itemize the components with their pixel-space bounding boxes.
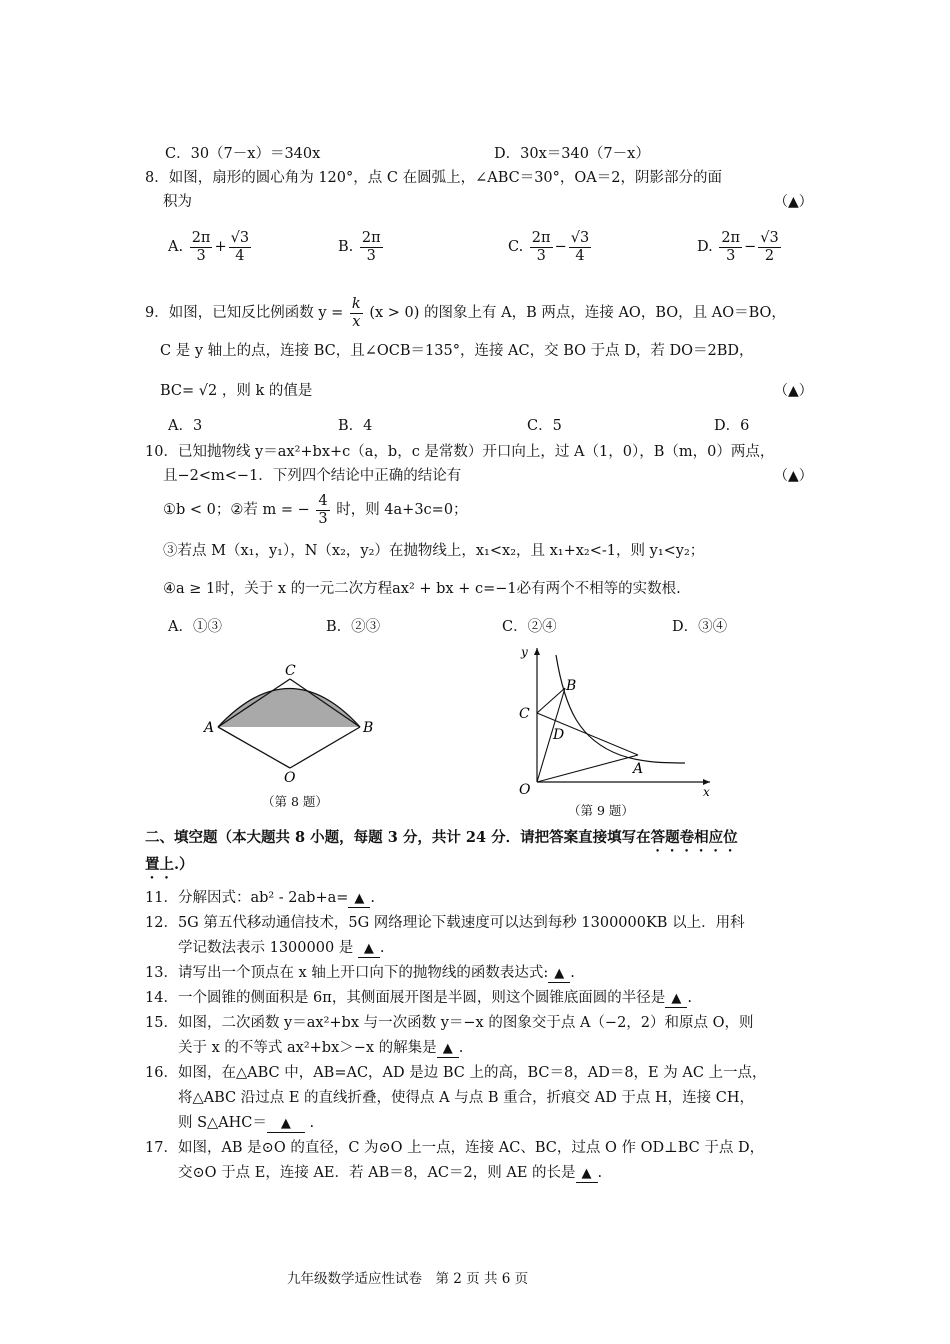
hyperbola-curve	[556, 655, 685, 763]
q9-stem-line2: C 是 y 轴上的点，连接 BC，且∠OCB＝135°，连接 AC，交 BO 于点 D，若 DO＝2BD，	[160, 343, 754, 359]
q9-option-c: C．5	[527, 418, 562, 434]
label-c: C	[285, 663, 296, 679]
q7-option-c: C．30（7－x）＝340x	[165, 146, 321, 162]
segment-bo	[290, 727, 360, 768]
label-a: A	[633, 761, 644, 777]
page-footer: 九年级数学适应性试卷 第 2 页 共 6 页	[287, 1271, 529, 1287]
label-x: x	[703, 785, 710, 799]
q8-option-d: D. $\frac{2\pi}{3}$ − $\frac{√3}{2}$	[697, 230, 779, 264]
q10-option-d: D．③④	[672, 619, 728, 635]
q15-line2: 关于 x 的不等式 ax²+bx＞−x 的解集是 ▲ .	[178, 1040, 464, 1056]
label-d: D	[553, 727, 565, 743]
q11-blank[interactable]: ▲	[348, 891, 370, 908]
label-y: y	[521, 645, 528, 659]
label-o: O	[519, 782, 531, 798]
q10-option-c: C．②④	[502, 619, 557, 635]
q10-option-a: A．①③	[168, 619, 222, 635]
section2-title-line1: 二、填空题（本大题共 8 小题，每题 3 分，共计 24 分．请把答案直接填写在答题卷相应位	[145, 829, 738, 846]
label-b: B	[363, 720, 374, 736]
label-o: O	[284, 770, 296, 786]
label-b: B	[566, 678, 577, 694]
q10-answer-mark: （▲）	[774, 468, 813, 484]
q12-blank[interactable]: ▲	[358, 941, 380, 958]
section2-title-line2: 置上.）	[145, 856, 194, 873]
segment-oa	[537, 755, 638, 782]
figure-9	[510, 640, 720, 800]
q9-answer-mark: （▲）	[774, 383, 813, 399]
q7-option-d: D．30x＝340（7－x）	[494, 146, 650, 162]
segment-ao	[218, 727, 290, 768]
q13-blank[interactable]: ▲	[548, 966, 570, 983]
q10-conclusion-3: ③若点 M（x₁，y₁），N（x₂，y₂）在抛物线上，x₁<x₂，且 x₁+x₂<-1，则 y₁<y₂；	[163, 543, 705, 559]
q15-blank[interactable]: ▲	[437, 1041, 459, 1058]
q14-blank[interactable]: ▲	[665, 991, 687, 1008]
q13: 13．请写出一个顶点在 x 轴上开口向下的抛物线的函数表达式: ▲ .	[145, 965, 575, 981]
q16-blank[interactable]: ▲	[267, 1116, 305, 1133]
q8-stem-line1: 8．如图，扇形的圆心角为 120°，点 C 在圆弧上，∠ABC＝30°，OA＝2，阴影部分的面	[145, 170, 722, 186]
q8-option-a: A. $\frac{2\pi}{3}$ + $\frac{√3}{4}$	[168, 230, 250, 264]
figure-9-caption: （第 9 题）	[568, 803, 634, 818]
q10-stem-line1: 10．已知抛物线 y＝ax²+bx+c（a，b，c 是常数）开口向上，过 A（1，0），B（m，0）两点，	[145, 444, 775, 460]
q17-line1: 17．如图，AB 是⊙O 的直径，C 为⊙O 上一点，连接 AC、BC，过点 O 作 OD⊥BC 于点 D，	[145, 1140, 765, 1156]
figure-8	[195, 660, 385, 790]
q9-stem-line3: BC= √2 ，则 k 的值是	[160, 383, 313, 399]
label-a: A	[204, 720, 215, 736]
q16-line2: 将△ABC 沿过点 E 的直线折叠，使得点 A 与点 B 重合，折痕交 AD 于点 H，连接 CH，	[178, 1090, 755, 1106]
q9-option-d: D．6	[714, 418, 750, 434]
q15-line1: 15．如图，二次函数 y＝ax²+bx 与一次函数 y＝−x 的图象交于点 A（−2，2）和原点 O，则	[145, 1015, 754, 1031]
q10-option-b: B．②③	[326, 619, 381, 635]
q11: 11．分解因式：ab² - 2ab+a= ▲ .	[145, 890, 376, 906]
y-axis-arrow	[534, 648, 540, 655]
q10-conclusion-1-2: ①b < 0；②若 m = − $\frac{4}{3}$ 时，则 4a+3c=0；	[163, 493, 468, 527]
q8-option-b: B. $\frac{2\pi}{3}$	[338, 230, 381, 264]
q9-option-b: B．4	[338, 418, 373, 434]
q17-line2: 交⊙O 于点 E，连接 AE．若 AB＝8，AC＝2，则 AE 的长是 ▲ .	[178, 1165, 603, 1181]
q12-line2: 学记数法表示 1300000 是 ▲ .	[178, 940, 385, 956]
q12-line1: 12．5G 第五代移动通信技术，5G 网络理论下载速度可以达到每秒 1300000KB 以上．用科	[145, 915, 745, 931]
q8-answer-mark: （▲）	[774, 194, 813, 210]
q8-stem-line2: 积为	[163, 194, 192, 210]
q16-line3: 则 S△AHC＝ ▲ .	[178, 1115, 315, 1131]
q14: 14．一个圆锥的侧面积是 6π，其侧面展开图是半圆，则这个圆锥底面圆的半径是 ▲ .	[145, 990, 692, 1006]
q10-conclusion-4: ④a ≥ 1时，关于 x 的一元二次方程ax² + bx + c=−1必有两个不相等的实数根.	[163, 581, 681, 597]
q8-option-c: C. $\frac{2\pi}{3}$ − $\frac{√3}{4}$	[508, 230, 590, 264]
q9-option-a: A．3	[168, 418, 203, 434]
figure-8-caption: （第 8 题）	[262, 794, 328, 809]
q10-stem-line2: 且−2<m<−1．下列四个结论中正确的结论有	[163, 468, 462, 484]
q16-line1: 16．如图，在△ABC 中，AB=AC，AD 是边 BC 上的高，BC＝8，AD＝8，E 为 AC 上一点，	[145, 1065, 767, 1081]
q17-blank[interactable]: ▲	[576, 1166, 598, 1183]
q9-stem-line1: 9．如图，已知反比例函数 y = $\frac{k}{x}$ (x > 0) 的图象上有 A，B 两点，连接 AO，BO，且 AO＝BO，	[145, 296, 786, 330]
label-c: C	[519, 706, 530, 722]
